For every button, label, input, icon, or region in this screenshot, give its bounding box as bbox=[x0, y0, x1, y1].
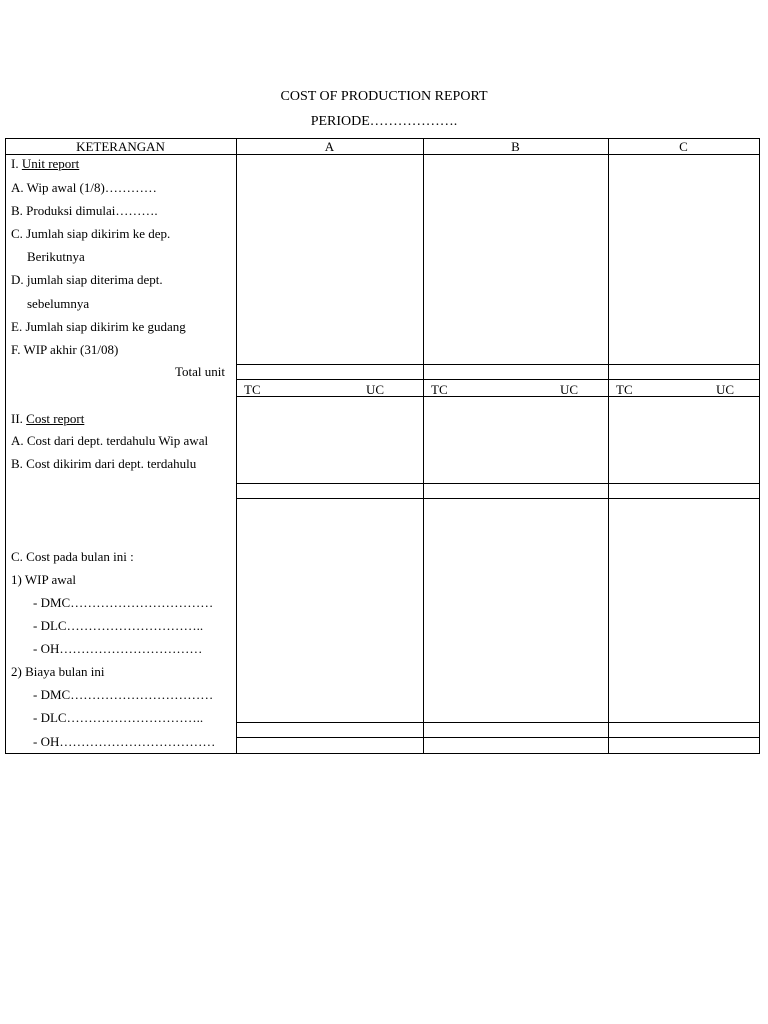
header-keterangan: KETERANGAN bbox=[76, 139, 165, 154]
wip-oh-row: - OH…………………………… bbox=[33, 641, 203, 656]
biaya-oh-row: - OH……………………………… bbox=[33, 734, 216, 749]
total-unit-line-top bbox=[236, 364, 760, 365]
cost-report-title: Cost report bbox=[26, 411, 85, 426]
report-period: PERIODE………………. bbox=[310, 114, 458, 129]
cost-total-line-top bbox=[236, 722, 760, 723]
biaya-dmc-row: - DMC…………………………… bbox=[33, 687, 214, 702]
unit-row-siap-diterima-cont: sebelumnya bbox=[27, 296, 90, 311]
current-cost-heading: C. Cost pada bulan ini : bbox=[11, 549, 134, 564]
unit-report-heading bbox=[11, 156, 79, 171]
col-c-tc-label: TC bbox=[616, 382, 633, 397]
cost-row-dikirim: B. Cost dikirim dari dept. terdahulu bbox=[11, 456, 197, 471]
header-col-b: B bbox=[511, 139, 520, 154]
cost-row-wip-awal: A. Cost dari dept. terdahulu Wip awal bbox=[11, 433, 209, 448]
col-b-tc-label: TC bbox=[431, 382, 448, 397]
cost-total-line-bottom bbox=[236, 737, 760, 738]
cost-subtotal-line-bottom bbox=[236, 498, 760, 499]
col-divider-a bbox=[236, 138, 237, 754]
header-col-c: C bbox=[679, 139, 688, 154]
table-bottom-border bbox=[5, 753, 760, 754]
unit-row-wip-awal: A. Wip awal (1/8)………… bbox=[11, 180, 157, 195]
cost-report-number: II. bbox=[11, 411, 23, 426]
table-right-border bbox=[759, 138, 760, 754]
wip-dmc-row: - DMC…………………………… bbox=[33, 595, 214, 610]
unit-row-wip-akhir: F. WIP akhir (31/08) bbox=[11, 342, 119, 357]
total-unit-label: Total unit bbox=[175, 364, 226, 379]
wip-awal-label: 1) WIP awal bbox=[11, 572, 76, 587]
unit-row-siap-dikirim: C. Jumlah siap dikirim ke dep. bbox=[11, 226, 171, 241]
biaya-dlc-row: - DLC………………………….. bbox=[33, 710, 204, 725]
col-divider-b bbox=[423, 138, 424, 754]
cost-subtotal-line-top bbox=[236, 483, 760, 484]
biaya-bulan-ini-label: 2) Biaya bulan ini bbox=[11, 664, 105, 679]
col-a-uc-label: UC bbox=[366, 382, 385, 397]
tc-uc-row-line bbox=[236, 396, 760, 397]
unit-report-number: I. bbox=[11, 156, 19, 171]
unit-report-title: Unit report bbox=[21, 156, 80, 171]
wip-dlc-row: - DLC………………………….. bbox=[33, 618, 204, 633]
unit-row-siap-diterima: D. jumlah siap diterima dept. bbox=[11, 272, 163, 287]
unit-row-siap-dikirim-cont: Berikutnya bbox=[27, 249, 85, 264]
unit-row-produksi: B. Produksi dimulai………. bbox=[11, 203, 158, 218]
col-b-uc-label: UC bbox=[560, 382, 579, 397]
total-unit-line-bottom bbox=[236, 379, 760, 380]
cost-report-heading bbox=[11, 411, 84, 426]
table-left-border bbox=[5, 138, 6, 754]
col-c-uc-label: UC bbox=[716, 382, 735, 397]
col-divider-c bbox=[608, 138, 609, 754]
header-divider bbox=[5, 154, 760, 155]
unit-row-ke-gudang: E. Jumlah siap dikirim ke gudang bbox=[11, 319, 186, 334]
col-a-tc-label: TC bbox=[244, 382, 261, 397]
report-title: COST OF PRODUCTION REPORT bbox=[280, 89, 488, 104]
header-col-a: A bbox=[324, 139, 335, 154]
